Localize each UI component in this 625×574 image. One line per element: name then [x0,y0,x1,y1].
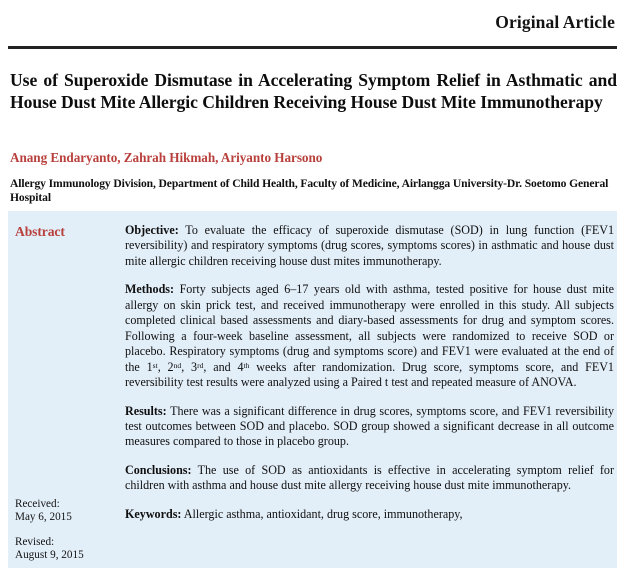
abstract-section-objective [125,223,614,269]
abstract-body [125,223,614,522]
conclusions-heading: Conclusions: [125,462,192,477]
received-label: Received: [15,498,60,510]
results-text: There was a significant difference in drug scores, symptoms score, and FEV1 reversibility test outcomes between SOD and placebo. SOD group showed a significant decrease in all outcome measures compared to those in placebo group. [125,403,614,449]
header-divider-rule [8,46,617,49]
revised-date-group [15,536,123,563]
objective-heading: Objective: [125,223,179,237]
methods-text-4: , and 4 [203,359,244,374]
ordinal-first: st [152,360,158,370]
received-value: May 6, 2015 [15,511,72,524]
results-heading: Results: [125,403,167,418]
abstract-section-keywords [125,507,614,522]
affiliation-text: Allergy Immunology Division, Department of Child Health, Faculty of Medicine, Airlangga University-Dr. Soetomo General Hospital [10,177,609,205]
ordinal-fourth: th [243,360,250,370]
abstract-section-conclusions [125,463,614,494]
objective-text: To evaluate the efficacy of superoxide dismutase (SOD) in lung function (FEV1 reversibility) and respiratory symptoms (drug scores, symptoms scores) in asthmatic and house dust mite allergic children receiving house dust mites immunotherapy. [125,223,614,268]
abstract-section-methods [125,282,614,390]
abstract-label: Abstract [15,224,65,239]
methods-text-3: , 3 [181,359,198,374]
conclusions-text: The use of SOD as antioxidants is effective in accelerating symptom relief for children with asthma and house dust mite allergy receiving house dust mite immunotherapy. [125,462,614,493]
received-date-group [15,498,123,525]
methods-text-5: weeks after randomization. Drug score, symptoms score, and FEV1 reversibility test results were analyzed using a Paired t test and repeated measure of ANOVA. [125,359,614,390]
ordinal-third: rd [197,360,204,370]
submission-dates [15,498,123,574]
methods-heading: Methods: [125,282,175,297]
revised-value: August 9, 2015 [15,549,84,562]
methods-text-1: Forty subjects aged 6–17 years old with asthma, tested positive for house dust mite allergy on skin prick test, and received immunotherapy were enrolled in this study. All subjects completed clinical based assessments and diary-based assessments for drug and symptom scores. Following a four-week baseline assessment, all subjects were randomized to receive SOD or placebo. Respiratory symptoms (drug and symptoms score) and FEV1 were evaluated at the end of the 1 [125,282,614,374]
keywords-text: Allergic asthma, antioxidant, drug score, immunotherapy, [181,506,463,521]
title-block [10,70,617,113]
article-type-kicker: Original Article [495,12,615,32]
abstract-section-results [125,404,614,450]
revised-label: Revised: [15,535,55,548]
page-title: Use of Superoxide Dismutase in Accelerating Symptom Relief in Asthmatic and House Dust Mite Allergic Children Receiving House Dust Mite Immunotherapy [10,70,617,112]
ordinal-second: nd [173,360,182,370]
abstract-panel [8,211,617,568]
author-list: Anang Endaryanto, Zahrah Hikmah, Ariyanto Harsono [10,150,323,165]
methods-text-2: , 2 [157,359,174,374]
keywords-heading: Keywords: [125,506,182,521]
